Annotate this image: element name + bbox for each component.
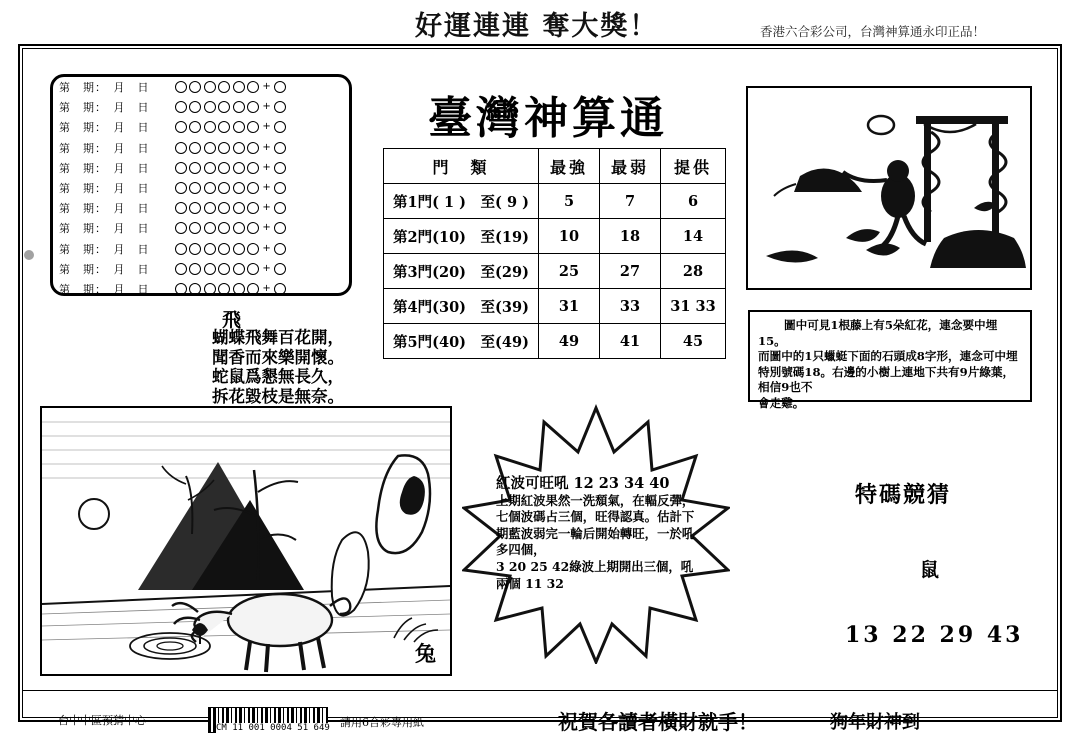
footer-divider [22,690,1058,691]
period-ball-group [175,162,286,174]
ink-smudge [24,250,34,260]
period-row-label: 第 期： 月 日 [59,161,150,175]
gate-table [383,148,726,359]
number-ball [175,81,187,93]
poem-title: 飛 [222,309,242,331]
number-ball [189,121,201,133]
number-ball [247,101,259,113]
number-ball [247,263,259,275]
poem-line: 拆花毀枝是無奈。 [212,386,344,406]
number-ball [233,81,245,93]
illustration-top-right-svg [748,88,1030,288]
starburst-headline: 紅波可旺吼 12 23 34 40 [496,475,670,492]
period-ball-group [175,263,286,275]
table-cell-offer: 14 [661,219,726,254]
period-row [53,97,349,117]
table-cell-strong: 10 [539,219,600,254]
number-ball [189,263,201,275]
number-ball [175,121,187,133]
number-ball [233,243,245,255]
number-ball [233,263,245,275]
number-ball [175,283,187,295]
number-ball [233,182,245,194]
period-row-label: 第 期： 月 日 [59,141,150,155]
number-ball [233,162,245,174]
period-ball-group [175,182,286,194]
table-cell-strong: 31 [539,289,600,324]
number-ball [218,121,230,133]
number-ball [218,283,230,295]
number-ball [189,202,201,214]
page-title: 臺灣神算通 [428,93,668,144]
number-ball [175,182,187,194]
number-ball [204,142,216,154]
period-row [53,138,349,158]
barcode-label: CM 11 001 0004 51 649 [216,723,330,733]
number-ball [175,162,187,174]
number-ball [175,101,187,113]
poem-line: 聞香而來樂開懷。 [212,347,344,367]
number-ball [204,121,216,133]
period-ball-group [175,142,286,154]
period-ball-group [175,121,286,133]
number-ball [204,243,216,255]
period-row [53,117,349,137]
period-row-label: 第 期： 月 日 [59,101,150,115]
period-row-label: 第 期： 月 日 [59,242,150,256]
number-ball [218,101,230,113]
number-ball [204,162,216,174]
starburst-tail: 3 20 25 42綠波上期開出三個，吼兩個 11 32 [496,558,694,591]
special-number-ball [274,162,286,174]
special-number-ball [274,142,286,154]
special-number-ball [274,222,286,234]
number-ball [189,283,201,295]
period-row [53,178,349,198]
period-row-label: 第 期： 月 日 [59,282,150,296]
period-ball-group [175,101,286,113]
number-ball [175,202,187,214]
illustration-top-right [746,86,1032,290]
table-cell-weak: 33 [600,289,661,324]
number-ball [247,162,259,174]
special-code-zodiac: 鼠 [920,559,940,581]
note-line-2: 而圖中的1只蠟蜓下面的石頭成8字形，連念可中埋特別號碼18。右邊的小樹上連地下共有9片綠葉，相信9也不 [758,349,1018,394]
starburst-text [496,476,696,592]
plus-sign: + [262,242,271,254]
number-ball [233,283,245,295]
table-cell-offer: 6 [661,184,726,219]
period-ball-group [175,283,286,295]
number-ball [218,222,230,234]
illustration-bottom-left [40,406,452,676]
number-ball [218,162,230,174]
table-header-row [384,149,726,184]
number-ball [189,101,201,113]
number-ball [247,283,259,295]
footer-slogan: 祝賀各讀者橫財就手！ [558,710,758,734]
table-cell-gate: 第3門(20) 至(29) [384,254,539,289]
poem-line: 蝴蝶飛舞百花開， [212,328,344,347]
top-slogan: 好運連連 奪大獎！ [415,11,659,42]
special-number-ball [274,182,286,194]
plus-sign: + [262,282,271,294]
column-header-offer: 提供 [661,149,726,184]
poem-body [163,328,393,406]
column-header-weak: 最弱 [600,149,661,184]
table-cell-weak: 41 [600,324,661,359]
table-row [384,219,726,254]
number-ball [189,142,201,154]
period-ball-group [175,202,286,214]
number-ball [175,222,187,234]
period-row-label: 第 期： 月 日 [59,202,150,216]
number-ball [204,202,216,214]
number-ball [233,222,245,234]
number-ball [218,263,230,275]
special-code-numbers: 13 22 29 43 [845,622,1024,648]
number-ball [233,202,245,214]
poem-line: 蛇鼠爲懇無長久， [212,367,344,386]
number-ball [218,142,230,154]
period-row [53,218,349,238]
note-line-1: 圖中可見1根藤上有5朵紅花，連念要中埋15。 [758,318,998,348]
period-ball-group [175,243,286,255]
table-cell-offer: 45 [661,324,726,359]
table-row [384,254,726,289]
table-cell-gate: 第4門(30) 至(39) [384,289,539,324]
table-cell-offer: 31 33 [661,289,726,324]
table-row [384,324,726,359]
table-cell-strong: 49 [539,324,600,359]
plus-sign: + [262,182,271,194]
number-ball [247,222,259,234]
number-ball [204,283,216,295]
note-line-3: 會走雞。 [758,395,805,410]
table-cell-gate: 第1門( 1 ) 至( 9 ) [384,184,539,219]
period-row-label: 第 期： 月 日 [59,222,150,236]
special-number-ball [274,202,286,214]
plus-sign: + [262,141,271,153]
special-number-ball [274,263,286,275]
number-ball [189,222,201,234]
number-ball [204,81,216,93]
plus-sign: + [262,161,271,173]
special-number-ball [274,101,286,113]
special-number-ball [274,121,286,133]
period-row [53,77,349,97]
number-ball [189,182,201,194]
period-row [53,198,349,218]
number-ball [175,142,187,154]
period-ball-group [175,222,286,234]
period-row-label: 第 期： 月 日 [59,182,150,196]
period-row [53,239,349,259]
number-ball [175,243,187,255]
number-ball [204,101,216,113]
period-record-panel [50,74,352,296]
number-ball [218,202,230,214]
period-row-label: 第 期： 月 日 [59,121,150,135]
number-ball [218,81,230,93]
number-ball [233,101,245,113]
plus-sign: + [262,101,271,113]
top-right-note: 香港六合彩公司，台灣神算通永印正品！ [760,24,986,39]
number-ball [247,202,259,214]
number-ball [204,222,216,234]
table-cell-weak: 18 [600,219,661,254]
number-ball [247,81,259,93]
footer-left-credit: 台中中區預猜中心 [58,714,146,727]
period-row [53,279,349,299]
illustration-zodiac-label: 兔 [415,641,436,666]
table-cell-strong: 25 [539,254,600,289]
number-ball [247,121,259,133]
plus-sign: + [262,121,271,133]
table-cell-offer: 28 [661,254,726,289]
plus-sign: + [262,202,271,214]
starburst-panel [462,404,730,664]
number-ball [218,243,230,255]
number-ball [247,182,259,194]
footer-mid-credit: 請用6合彩專用紙 [340,716,424,729]
special-number-ball [274,81,286,93]
illustration-bottom-left-svg [42,408,450,674]
special-number-ball [274,283,286,295]
table-cell-weak: 27 [600,254,661,289]
period-row [53,158,349,178]
plus-sign: + [262,262,271,274]
period-row-label: 第 期： 月 日 [59,81,150,95]
number-ball [189,162,201,174]
plus-sign: + [262,81,271,93]
footer-right-text: 狗年財神到 [830,712,920,733]
table-cell-gate: 第2門(10) 至(19) [384,219,539,254]
number-ball [247,243,259,255]
table-row [384,184,726,219]
table-row [384,289,726,324]
table-cell-weak: 7 [600,184,661,219]
picture-explanation-box [748,310,1032,410]
number-ball [218,182,230,194]
table-cell-strong: 5 [539,184,600,219]
column-header-gate: 門 類 [384,149,539,184]
number-ball [175,263,187,275]
number-ball [233,142,245,154]
special-code-title: 特碼競猜 [855,482,952,508]
number-ball [204,263,216,275]
number-ball [204,182,216,194]
number-ball [189,81,201,93]
number-ball [189,243,201,255]
number-ball [233,121,245,133]
special-number-ball [274,243,286,255]
period-ball-group [175,81,286,93]
plus-sign: + [262,222,271,234]
period-row-label: 第 期： 月 日 [59,262,150,276]
starburst-body: 上期紅波果然一洗頹氣，在輻反彈，七個波碼占三個，旺得認真。估計下期藍波弱完一輪后開始轉旺，一於吼多四個， [496,492,695,558]
table-cell-gate: 第5門(40) 至(49) [384,324,539,359]
period-row [53,259,349,279]
column-header-strong: 最強 [539,149,600,184]
number-ball [247,142,259,154]
